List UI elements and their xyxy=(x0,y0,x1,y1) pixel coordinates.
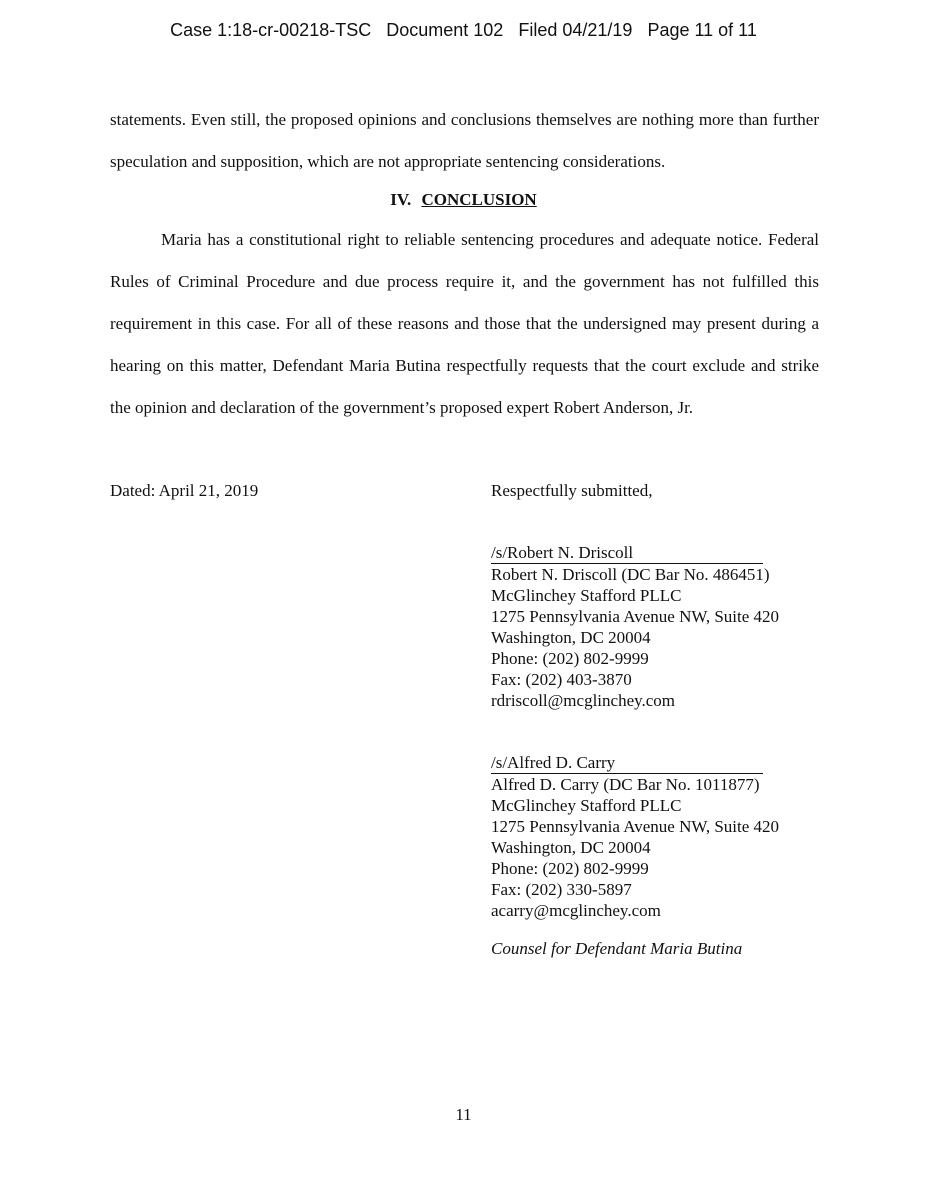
city-state-zip: Washington, DC 20004 xyxy=(491,628,651,647)
firm-name: McGlinchey Stafford PLLC xyxy=(491,796,682,815)
phone-number: Phone: (202) 802-9999 xyxy=(491,859,649,878)
attorney-name: Robert N. Driscoll (DC Bar No. 486451) xyxy=(491,565,770,584)
document-number: Document 102 xyxy=(386,20,504,40)
fax-number: Fax: (202) 330-5897 xyxy=(491,880,632,899)
signature-block-driscoll xyxy=(491,543,821,711)
email-address: rdriscoll@mcglinchey.com xyxy=(491,691,676,710)
signature-line: /s/Robert N. Driscoll xyxy=(491,543,763,564)
attorney-name: Alfred D. Carry (DC Bar No. 1011877) xyxy=(491,775,760,794)
dated-line: Dated: April 21, 2019 xyxy=(110,481,259,500)
section-number: IV. xyxy=(390,190,412,209)
paragraph-conclusion: Maria has a constitutional right to reliable sentencing procedures and adequate notice. Federal Rules of Criminal Procedure and due process require it, and the government has not fulfilled this requirement in this case. For all of these reasons and those that the undersigned may present during a hearing on this matter, Defendant Maria Butina respectfully requests that the court exclude and strike the opinion and declaration of the government’s proposed expert Robert Anderson, Jr. xyxy=(110,230,819,417)
street-address: 1275 Pennsylvania Avenue NW, Suite 420 xyxy=(491,817,780,836)
respectfully-submitted: Respectfully submitted, xyxy=(491,481,653,500)
page-number: 11 xyxy=(455,1105,472,1124)
signature-block-carry xyxy=(491,753,821,921)
section-heading xyxy=(0,190,927,210)
phone-number: Phone: (202) 802-9999 xyxy=(491,649,649,668)
city-state-zip: Washington, DC 20004 xyxy=(491,838,651,857)
firm-name: McGlinchey Stafford PLLC xyxy=(491,586,682,605)
page-of-pages: Page 11 of 11 xyxy=(647,20,757,40)
filed-date: Filed 04/21/19 xyxy=(518,20,633,40)
paragraph-statements: statements. Even still, the proposed opinions and conclusions themselves are nothing more than further speculation and supposition, which are not appropriate sentencing considerations. xyxy=(110,110,819,171)
section-title: CONCLUSION xyxy=(421,190,537,209)
street-address: 1275 Pennsylvania Avenue NW, Suite 420 xyxy=(491,607,780,626)
case-number: Case 1:18-cr-00218-TSC xyxy=(170,20,372,40)
fax-number: Fax: (202) 403-3870 xyxy=(491,670,632,689)
email-address: acarry@mcglinchey.com xyxy=(491,901,661,920)
document-header xyxy=(0,20,927,41)
signature-line: /s/Alfred D. Carry xyxy=(491,753,763,774)
counsel-for-defendant: Counsel for Defendant Maria Butina xyxy=(491,939,743,958)
